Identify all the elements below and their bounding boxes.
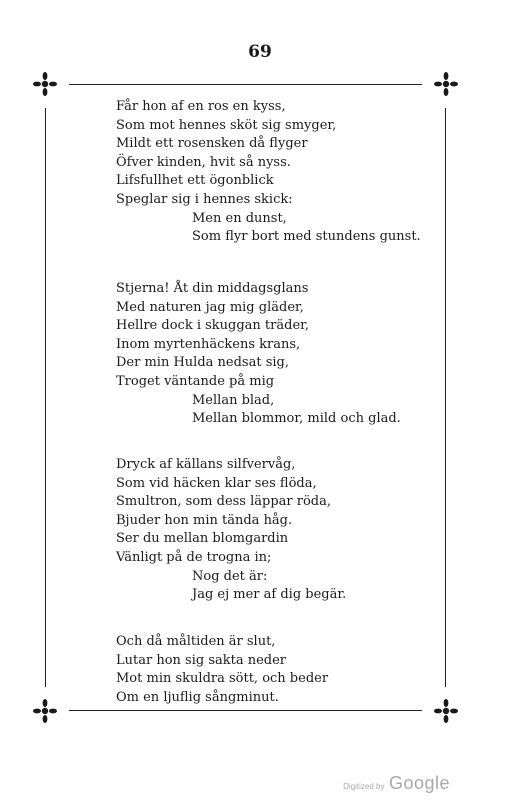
verse-line: Hellre dock i skuggan träder, <box>116 318 310 334</box>
verse-line: Dryck af källans silfvervåg, <box>116 457 296 472</box>
verse-line: Ser du mellan blomgardin <box>116 531 289 547</box>
watermark-prefix: Digitized by <box>343 782 385 791</box>
verse-line: Som vid häcken klar ses flöda, <box>116 475 317 491</box>
verse-line: Stjerna! Åt din middagsglans <box>116 281 309 296</box>
verse-line-indented: Mellan blommor, mild och glad. <box>192 411 401 427</box>
verse-line: Får hon af en ros en kyss, <box>116 99 286 114</box>
corner-ornament-icon <box>433 71 459 97</box>
verse-line: Bjuder hon min tända håg. <box>116 512 293 528</box>
verse-line-indented: Nog det är: <box>192 568 268 584</box>
frame-line-top <box>69 84 422 85</box>
digitization-watermark <box>343 773 450 794</box>
verse-line: Med naturen jag mig gläder, <box>116 299 304 315</box>
verse-line: Troget väntande på mig <box>116 373 275 389</box>
verse-line: Lifsfullhet ett ögonblick <box>116 173 274 189</box>
verse-line: Mot min skuldra sött, och beder <box>116 671 329 687</box>
watermark-logo: Google <box>388 773 450 793</box>
verse-line: Om en ljuflig sångminut. <box>116 689 279 705</box>
page-number: 69 <box>248 42 272 62</box>
verse-line: Smultron, som dess läppar röda, <box>116 494 332 510</box>
verse-line: Öfver kinden, hvit så nyss. <box>116 154 291 170</box>
verse-line-indented: Men en dunst, <box>192 210 287 226</box>
verse-line-indented: Som flyr bort med stundens gunst. <box>192 229 421 245</box>
stanza <box>0 633 520 707</box>
frame-line-bottom <box>69 710 422 711</box>
verse-line: Som mot hennes sköt sig smyger, <box>116 117 337 133</box>
stanza <box>0 98 520 247</box>
verse-line: Der min Hulda nedsat sig, <box>116 355 289 371</box>
verse-line-indented: Mellan blad, <box>192 392 275 408</box>
stanza <box>0 456 520 605</box>
verse-line: Speglar sig i hennes skick: <box>116 191 293 207</box>
verse-line: Mildt ett rosensken då flyger <box>116 136 308 152</box>
stanza <box>0 280 520 429</box>
verse-line-indented: Jag ej mer af dig begär. <box>192 587 347 603</box>
verse-line: Lutar hon sig sakta neder <box>116 652 287 668</box>
verse-line: Och då måltiden är slut, <box>116 634 276 649</box>
corner-ornament-icon <box>32 71 58 97</box>
verse-line: Inom myrtenhäckens krans, <box>116 336 301 352</box>
verse-line: Vänligt på de trogna in; <box>116 549 272 565</box>
